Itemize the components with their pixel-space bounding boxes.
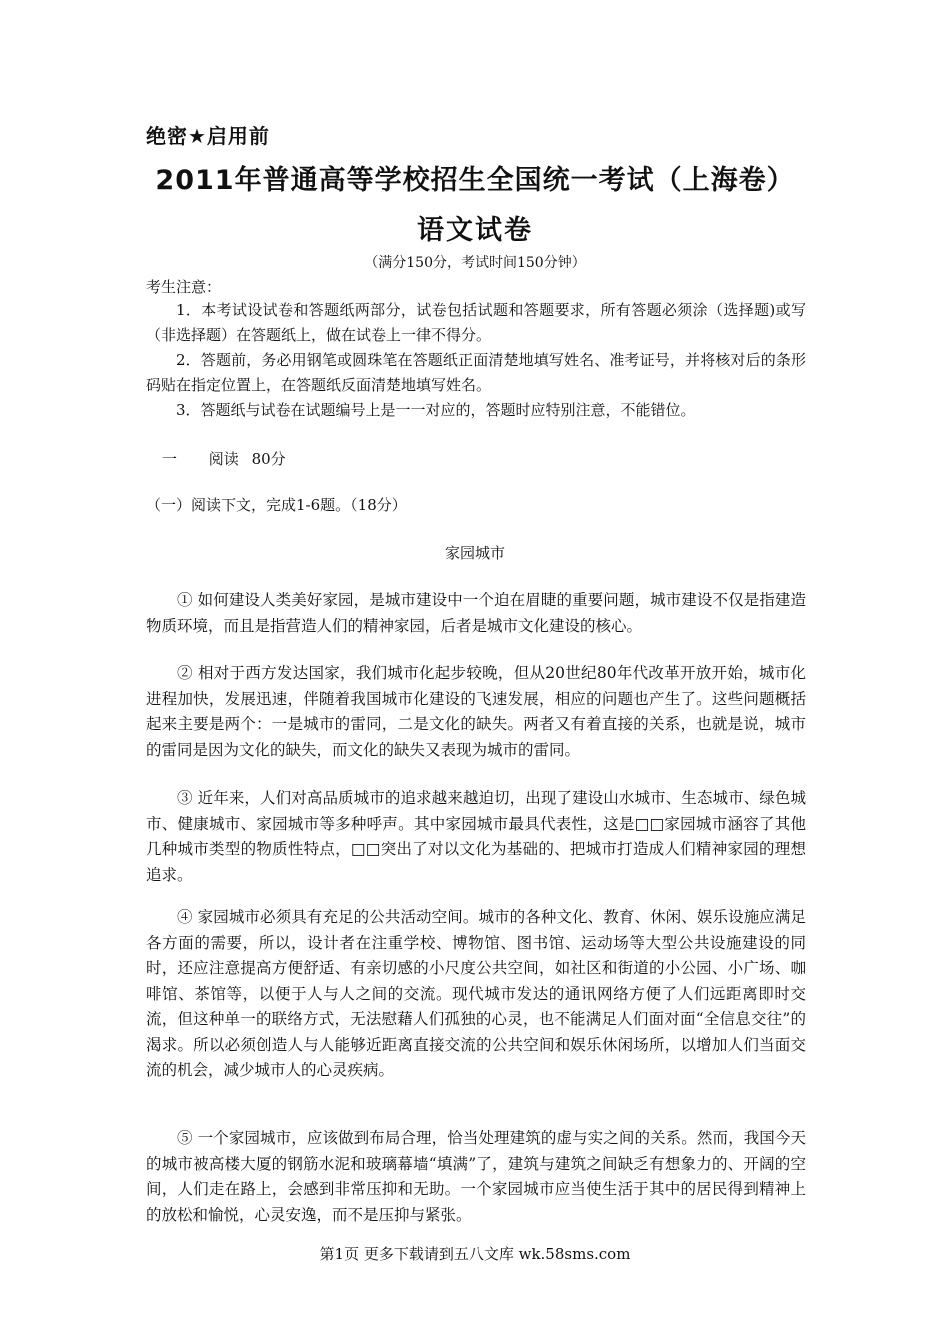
article-paragraph: ⑤ 一个家园城市，应该做到布局合理，恰当处理建筑的虚与实之间的关系。然而，我国今天的城市被高楼大厦的钢筋水泥和玻璃幕墙“填满”了，建筑与建筑之间缺乏有想象力的、开阔的空间，人们走在路上，会感到非常压抑和无助。一个家园城市应当使生活于其中的居民得到精神上的放松和愉悦，心灵安逸，而不是压抑与紧张。 bbox=[146, 1129, 806, 1224]
section-points: 80分 bbox=[251, 450, 286, 468]
article-paragraph: ② 相对于西方发达国家，我们城市化起步较晚，但从20世纪80年代改革开放开始，城市化进程加快，发展迅速，伴随着我国城市化建设的飞速发展，相应的问题也产生了。这些问题概括起来主要是两个：一是城市的雷同，二是文化的缺失。两者又有着直接的关系，也就是说，城市的雷同是因为文化的缺失，而文化的缺失又表现为城市的雷同。 bbox=[146, 664, 806, 759]
notice-item: 2．答题前，务必用钢笔或圆珠笔在答题纸正面清楚地填写姓名、准考证号，并将核对后的条形码贴在指定位置上，在答题纸反面清楚地填写姓名。 bbox=[146, 351, 806, 394]
exam-subtitle: 语文试卷 bbox=[417, 215, 533, 246]
page-footer: 第1页 更多下载请到五八文库 wk.58sms.com bbox=[319, 1245, 631, 1263]
exam-title: 2011年普通高等学校招生全国统一考试（上海卷） bbox=[155, 165, 795, 196]
section-number: 一 bbox=[162, 450, 178, 468]
section-heading bbox=[162, 448, 286, 469]
article-paragraph: ④ 家园城市必须具有充足的公共活动空间。城市的各种文化、教育、休闲、娱乐设施应满足各方面的需要，所以，设计者在注重学校、博物馆、图书馆、运动场等大型公共设施建设的同时，还应注意提高方便舒适、有亲切感的小尺度公共空间，如社区和街道的小公园、小广场、咖啡馆、茶馆等，以便于人与人之间的交流。现代城市发达的通讯网络方便了人们远距离即时交流，但这种单一的联络方式，无法慰藉人们孤独的心灵，也不能满足人们面对面“全信息交往”的渴求。所以必须创造人与人能够近距离直接交流的公共空间和娱乐休闲场所，以增加人们当面交流的机会，减少城市人的心灵疾病。 bbox=[146, 908, 806, 1079]
subsection-instruction: （一）阅读下文，完成1-6题。（18分） bbox=[146, 496, 407, 514]
article-paragraph: ① 如何建设人类美好家园，是城市建设中一个迫在眉睫的重要问题，城市建设不仅是指建造物质环境，而且是指营造人们的精神家园，后者是城市文化建设的核心。 bbox=[146, 591, 806, 635]
notice-item: 3．答题纸与试卷在试题编号上是一一对应的，答题时应特别注意，不能错位。 bbox=[176, 401, 696, 419]
article-title: 家园城市 bbox=[444, 544, 505, 562]
notice-item: 1．本考试设试卷和答题纸两部分，试卷包括试题和答题要求，所有答题必须涂（选择题)或写（非选择题）在答题纸上，做在试卷上一律不得分。 bbox=[146, 301, 806, 344]
article-paragraph: ③ 近年来，人们对高品质城市的追求越来越迫切，出现了建设山水城市、生态城市、绿色城市、健康城市、家园城市等多种呼声。其中家园城市最具代表性，这是□□家园城市涵容了其他几种城市类型的物质性特点，□□突出了对以文化为基础的、把城市打造成人们精神家园的理想追求。 bbox=[146, 789, 806, 884]
notice-label: 考生注意： bbox=[146, 278, 222, 296]
score-note: （满分150分，考试时间150分钟） bbox=[364, 255, 586, 271]
section-name: 阅读 bbox=[208, 450, 239, 468]
confidential-label: 绝密★启用前 bbox=[146, 124, 270, 148]
